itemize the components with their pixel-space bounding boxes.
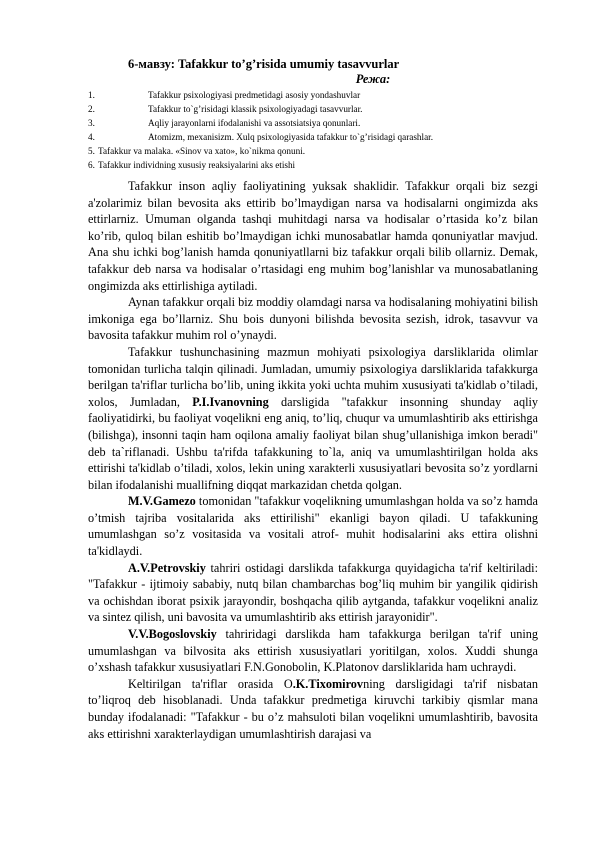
paragraph-text: tahriridagi darslikda ham tafakkurga berilgan ta'rif uning umumlashgan va bilvosita aks ettirish xususiyatlari yoritilgan, xolos. Xuddi shunga o’xshash tafakkur xususiyatlari F.N.Gonobolin, K.Platonov darsliklarida ham uchraydi.	[88, 627, 538, 675]
plan-item-number: 3.	[88, 118, 95, 128]
body-text	[88, 178, 538, 742]
plan-item	[88, 102, 538, 116]
plan-item-number: 4.	[88, 132, 95, 142]
plan-item	[88, 158, 538, 172]
plan-item-text: Aqliy jarayonlarni ifodalanishi va assotsiatsiya qonunlari.	[148, 118, 361, 128]
paragraph	[88, 294, 538, 344]
author-name: V.V.Bogoslovskiy	[128, 627, 217, 642]
plan-item	[88, 130, 538, 144]
author-name: M.V.Gamezo	[128, 494, 196, 509]
plan-list	[88, 88, 538, 172]
paragraph-text: Tafakkur inson aqliy faoliyatining yuksak shaklidir. Tafakkur orqali biz sezgi a'zolarimiz bilan bevosita aks ettirib bo’lmaydigan narsa va hodisalarni ongimizda aks ettirlarniz. Umuman olganda tashqi muhitdagi narsa va hodisalar o’rtasida ko’z bilan ko’rib, quloq bilan eshitib bo’lmaydigan ichki munosabatlar hamda qonuniyatlar mavjud. Ana shu ichki bog’lanish hamda qonuniyatllarni biz tafakkur orqali bilib ollarniz. Demak, tafakkur deb narsa va hodisalar o’rtasidagi eng muhim bog’lanishlar va munosabatlaning ongimizda aks ettirlishiga aytiladi.	[88, 179, 538, 293]
plan-item	[88, 116, 538, 130]
author-name: .K.Tixomirov	[292, 676, 364, 691]
paragraph	[88, 560, 538, 626]
paragraph	[88, 178, 538, 294]
document-page	[88, 56, 538, 742]
plan-item-text: Atomizm, mexanisizm. Xulq psixologiyasida tafakkur to`g’risidagi qarashlar.	[148, 132, 434, 142]
plan-item-number: 1.	[88, 90, 95, 100]
paragraph	[88, 676, 538, 742]
paragraph	[88, 344, 538, 493]
plan-item-number: 5.	[88, 146, 95, 156]
paragraph-text: Aynan tafakkur orqali biz moddiy olamdagi narsa va hodisalaning mohiyatini bilish imkoniga ega bo’llarniz. Shu bois dunyoni bilishda bevosita sezish, idrok, tasavvur va bavosita tafakkur muhim rol o’ynaydi.	[88, 295, 538, 343]
plan-item	[88, 88, 538, 102]
paragraph-text: tahriri ostidagi darslikda tafakkurga quyidagicha ta'rif keltiriladi: "Tafakkur - ijtimoiy sababiy, nutq bilan chambarchas bog’liq muhim bir yangilik qidirish va ochishdan iborat psixik jarayondir, boshqacha qilib aytganda, tafakkur voqelikni analiz va sintez qilish, uni bavosita va umumlashtirib aks ettirish jarayonidir".	[88, 560, 538, 625]
plan-heading: Режа:	[355, 72, 391, 86]
paragraph-text: ning darsligidagi ta'rif nisbatan to’liqroq deb hisoblanadi. Unda tafakkur predmetiga kiruvchi tarkibiy qismlar mana bunday ifodalanadi: "Tafakkur - bu o’z mahsuloti bilan voqelikni umumlashtirib, bavosita aks ettirishni xarakterlaydigan umumlashtirish darajasi va	[88, 676, 538, 741]
document-title: 6-мавзу: Tafakkur to’g’risida umumiy tasavvurlar	[128, 57, 400, 71]
author-name: A.V.Petrovskiy	[128, 560, 206, 575]
paragraph-text: darsligida "tafakkur insonning shunday aqliy faoliyatidirki, bu faoliyat voqelikni eng aniq, to’liq, chuqur va umumlashtirib aks ettirishga (bilishga), insonni taqin ham oqilona amaliy faoliyat bilan shug’ullanishiga imkon beradi" deb ta`riflanadi. Ushbu ta'rifda tafakkuning to`la, aniq va umumlashtirilgan holda aks ettirishi ta'kidlab o’tiladi, xolos, lekin uning xarakterli xususiyatlari bevosita so’z yordlarni bilan ifodalanishi muallifning diqqat markazidan chetda qolgan.	[88, 394, 539, 492]
paragraph-text: Keltirilgan ta'riflar orasida O	[128, 676, 293, 691]
plan-item-text: Tafakkur to`g’risidagi klassik psixologiyadagi tasavvurlar.	[148, 104, 363, 114]
plan-item-number: 2.	[88, 104, 95, 114]
paragraph-text: Tafakkur tushunchasining mazmun mohiyati psixologiya darsliklarida olimlar tomonidan turlicha talqin qilinadi. Jumladan, umumiy psixologiya darsliklarida tafakkurga berilgan ta'riflar turlicha bo’lib, uning ikkita yoki uchta muhim xususiyati ta'kidlab o’tiladi, xolos, Jumladan,	[88, 344, 538, 409]
plan-item-number: 6.	[88, 160, 95, 170]
paragraph	[88, 493, 538, 559]
paragraph-text: tomonidan "tafakkur voqelikning umumlashgan holda va so’z hamda o’tmish tajriba vositalarida aks ettirilishi" ekanligi bayon qiladi. U tafakkuning umumlashgan so’z vositasida va vositali atrof- muhit hodisalarini aks ettira olishni ta'kidlaydi.	[88, 494, 538, 559]
plan-item	[88, 144, 538, 158]
author-name: P.I.Ivanovning	[192, 394, 269, 409]
plan-item-text: Tafakkur va malaka. «Sinov va xato», ko`nikma qonuni.	[98, 146, 306, 156]
plan-item-text: Tafakkur individning xususiy reaksiyalarini aks etishi	[98, 160, 296, 170]
paragraph	[88, 626, 538, 676]
plan-item-text: Tafakkur psixologiyasi predmetidagi asosiy yondashuvlar	[148, 90, 361, 100]
